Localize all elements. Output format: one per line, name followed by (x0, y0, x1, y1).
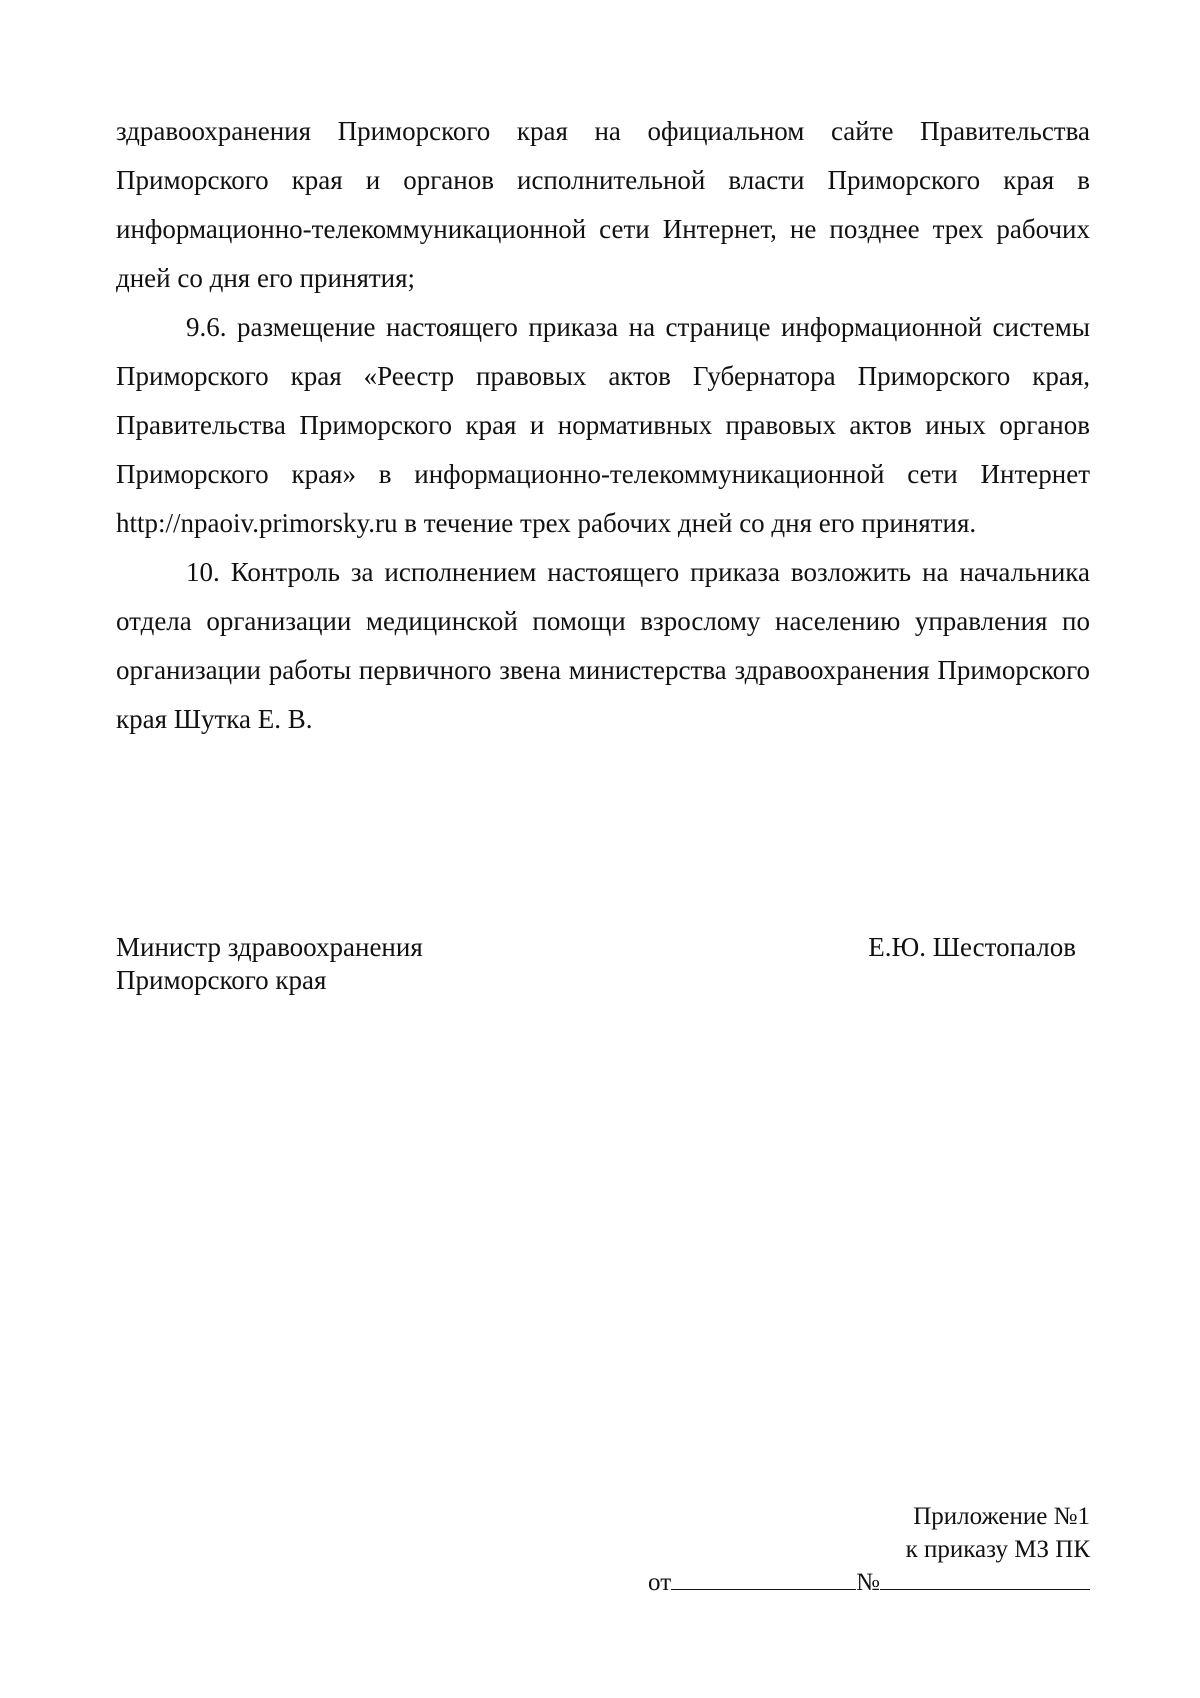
signatory-position-line1: Министр здравоохранения (116, 932, 423, 962)
appendix-date-number-line (648, 1566, 1090, 1599)
appendix-title: Приложение №1 (913, 1503, 1090, 1530)
document-body (116, 107, 1090, 744)
appendix-reference: к приказу МЗ ПК (905, 1536, 1090, 1563)
signatory-name: Е.Ю. Шестопалов (868, 932, 1076, 962)
signatory-position-line2: Приморского края (116, 965, 327, 995)
paragraph-continuation: здравоохранения Приморского края на официальном сайте Правительства Приморского края и органов исполнительной власти Приморского края в информационно-телекоммуникационной сети Интернет, не позднее трех рабочих дней со дня его принятия; (116, 116, 1090, 293)
paragraph-10: 10. Контроль за исполнением настоящего приказа возложить на начальника отдела организации медицинской помощи взрослому населению управления по организации работы первичного звена министерства здравоохранения Приморского края Шутка Е. В. (116, 557, 1090, 734)
number-blank (880, 1567, 1090, 1590)
date-blank (671, 1567, 856, 1590)
appendix-header (648, 1500, 1090, 1599)
paragraph-9-6: 9.6. размещение настоящего приказа на странице информационной системы Приморского края «Реестр правовых актов Губернатора Приморского края, Правительства Приморского края и нормативных правовых актов иных органов Приморского края» в информационно-телекоммуникационной сети Интернет http://npaoiv.primorsky.ru в течение трех рабочих дней со дня его принятия. (116, 312, 1090, 538)
date-label: от (648, 1569, 672, 1596)
number-label: № (856, 1569, 880, 1596)
signatory-position (116, 931, 636, 997)
